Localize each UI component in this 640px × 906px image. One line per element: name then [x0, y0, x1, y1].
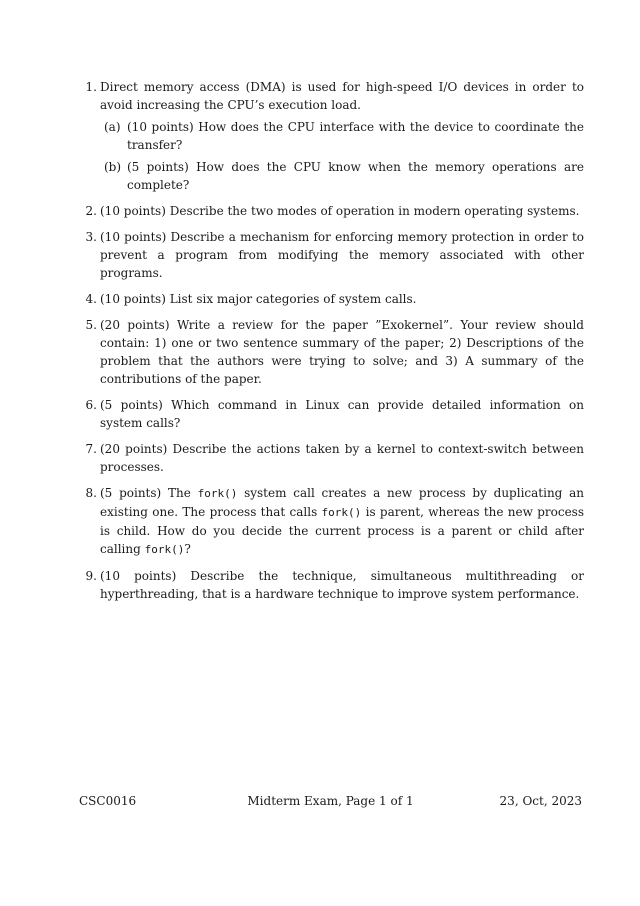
question-text-part: (5 points) The	[100, 486, 198, 500]
question-text-part: ?	[184, 542, 191, 556]
question-9	[79, 567, 584, 603]
footer-page-label: Midterm Exam, Page 1 of 1	[247, 794, 414, 808]
question-text: (20 points) Write a review for the paper ”Exokernel”. Your review should contain: 1) one or two sentence summary of the paper; 2) Descriptions of the problem that the authors were trying to solve; and 3) A summary of the contributions of the paper.	[100, 318, 584, 386]
question-text: (5 points) Which command in Linux can provide detailed information on system calls?	[100, 398, 584, 430]
question-1a	[100, 118, 584, 154]
question-text: (10 points) Describe a mechanism for enforcing memory protection in order to prevent a program from modifying the memory associated with other programs.	[100, 230, 584, 280]
question-2	[79, 202, 584, 220]
question-text-part: is parent, whereas the new process is child. How do you decide the current process is a parent or child after calling	[100, 505, 584, 556]
footer-course: CSC0016	[79, 794, 137, 808]
subpart-label: (a)	[104, 120, 121, 134]
question-1	[79, 78, 584, 194]
question-text: Direct memory access (DMA) is used for high-speed I/O devices in order to avoid increasing the CPU’s execution load.	[100, 80, 584, 112]
question-6	[79, 396, 584, 432]
subpart-text: (10 points) How does the CPU interface with the device to coordinate the transfer?	[127, 120, 584, 152]
code-fork: fork()	[197, 487, 238, 500]
question-text: (10 points) List six major categories of system calls.	[100, 292, 417, 306]
subpart-label: (b)	[104, 160, 122, 174]
question-7	[79, 440, 584, 476]
code-fork: fork()	[144, 543, 185, 556]
subpart-text: (5 points) How does the CPU know when the memory operations are complete?	[127, 160, 584, 192]
question-5	[79, 316, 584, 388]
question-number: 9.	[85, 569, 97, 583]
question-text: (20 points) Describe the actions taken by a kernel to context-switch between processes.	[100, 442, 584, 474]
question-text: (10 points) Describe the two modes of operation in modern operating systems.	[100, 204, 580, 218]
question-number: 6.	[85, 398, 97, 412]
exam-questions	[79, 78, 584, 611]
question-number: 4.	[85, 292, 97, 306]
question-number: 8.	[85, 486, 97, 500]
question-number: 7.	[85, 442, 97, 456]
question-3	[79, 228, 584, 282]
question-number: 3.	[85, 230, 97, 244]
question-8	[79, 484, 584, 559]
question-4	[79, 290, 584, 308]
question-number: 5.	[85, 318, 97, 332]
question-text-part: system call creates a new process by duplicating an existing one. The process that calls	[100, 486, 585, 519]
footer-date: 23, Oct, 2023	[499, 794, 582, 808]
question-number: 1.	[85, 80, 97, 94]
question-text: (10 points) Describe the technique, simultaneous multithreading or hyperthreading, that is a hardware technique to improve system performance.	[100, 569, 584, 601]
question-number: 2.	[85, 204, 97, 218]
code-fork: fork()	[321, 506, 362, 519]
question-1b	[100, 158, 584, 194]
